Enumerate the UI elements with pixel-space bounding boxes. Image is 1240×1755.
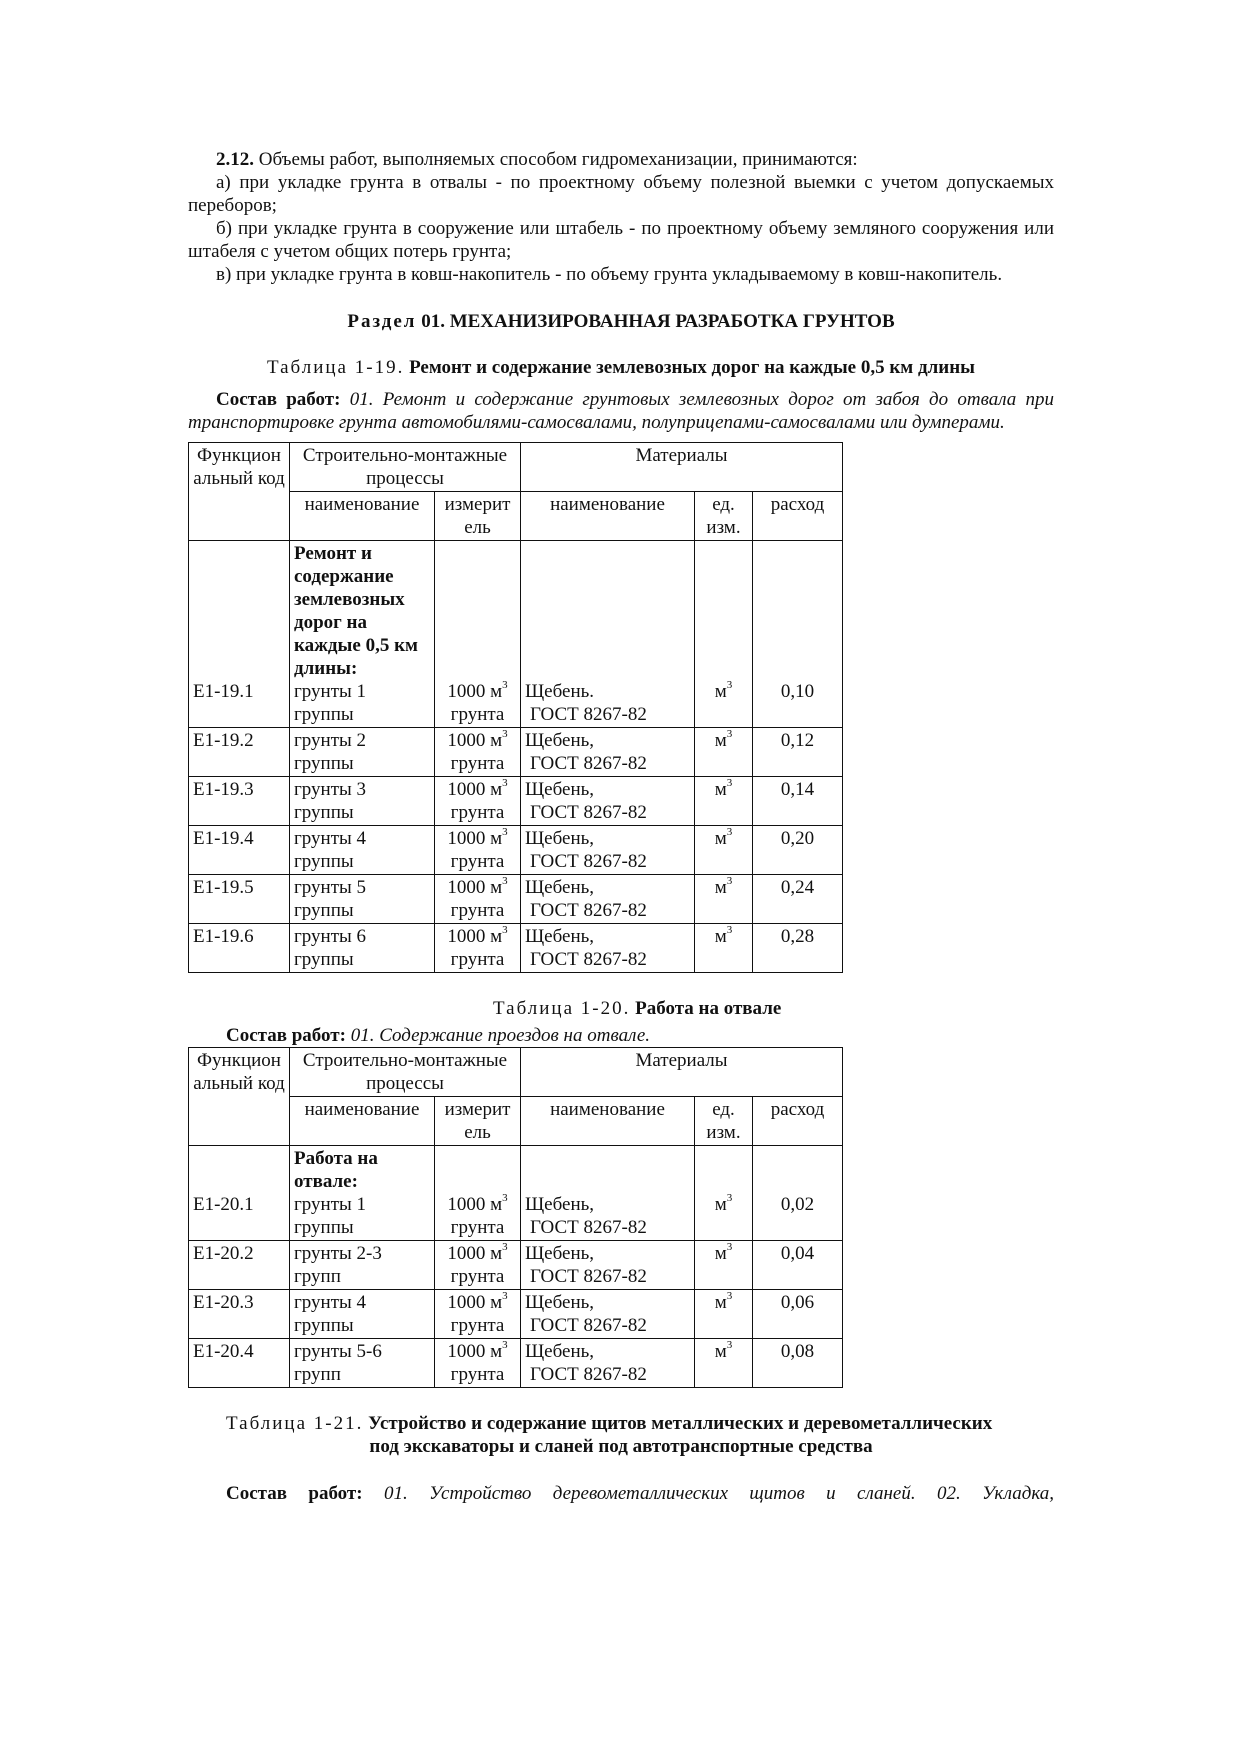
unit-sup: 3 [726, 1240, 733, 1253]
header-func-code: Функцион альный код [189, 1048, 290, 1146]
unit-sup: 3 [726, 1289, 733, 1302]
unit-sup: 3 [726, 874, 733, 887]
meter-sup: 3 [502, 727, 508, 740]
row-name-text: грунты 1 группы [294, 1194, 367, 1238]
table19-composition [188, 388, 1054, 434]
gost-text: ГОСТ 8267-82 [530, 1266, 647, 1287]
unit-text: м [714, 779, 727, 800]
gost-text: ГОСТ 8267-82 [530, 1364, 647, 1385]
table21-label: Таблица 1-21. [226, 1413, 364, 1434]
row-code: Е1-19.3 [189, 777, 290, 826]
unit-sup: 3 [726, 1191, 733, 1204]
unit-sup: 3 [726, 776, 733, 789]
composition-text: 01. Содержание проездов на отвале. [345, 1025, 651, 1046]
material-text: Щебень, [525, 730, 595, 751]
group-title: Работа на отвале: [294, 1148, 378, 1192]
row-material [521, 924, 695, 973]
clause-number: 2.12. [216, 149, 254, 170]
material-text: Щебень, [525, 877, 595, 898]
meter-sup: 3 [502, 1338, 508, 1351]
unit-text: м [714, 926, 727, 947]
unit-sup: 3 [726, 1338, 733, 1351]
row-material [521, 541, 695, 728]
row-name: грунты 2 группы [290, 728, 435, 777]
row-name: грунты 5 группы [290, 875, 435, 924]
meter-sup: 3 [502, 1191, 508, 1204]
meter-sup: 3 [502, 1240, 508, 1253]
group-title: Ремонт и содержание землевозных дорог на каждые 0,5 км длины: [294, 543, 418, 679]
row-code: Е1-19.5 [189, 875, 290, 924]
header-consumption: расход [753, 492, 843, 541]
section-prefix: Раздел [347, 311, 417, 332]
section-title: 01. МЕХАНИЗИРОВАННАЯ РАЗРАБОТКА ГРУНТОВ [416, 311, 895, 332]
material-text: Щебень, [525, 1341, 595, 1362]
row-value: 0,10 [753, 541, 843, 728]
gost-text: ГОСТ 8267-82 [530, 802, 647, 823]
table-row [189, 1146, 843, 1241]
row-code: Е1-20.3 [189, 1290, 290, 1339]
meter-text-2: грунта [450, 900, 505, 921]
row-value: 0,14 [753, 777, 843, 826]
material-text: Щебень, [525, 1243, 595, 1264]
material-text: Щебень, [525, 1292, 595, 1313]
table-row [189, 1339, 843, 1388]
row-name: грунты 6 группы [290, 924, 435, 973]
row-name: грунты 5-6 групп [290, 1339, 435, 1388]
row-material [521, 875, 695, 924]
row-name: грунты 4 группы [290, 1290, 435, 1339]
paragraph-2-12 [188, 148, 1054, 171]
row-name [290, 1146, 435, 1241]
section-heading [188, 310, 1054, 333]
row-material [521, 826, 695, 875]
row-value: 0,04 [753, 1241, 843, 1290]
header-unit: ед. изм. [695, 492, 753, 541]
row-meter [435, 728, 521, 777]
clause-item-a: а) при укладке грунта в отвалы - по проектному объему полезной выемки с учетом допускаемых переборов; [188, 172, 1054, 216]
row-unit [695, 541, 753, 728]
gost-text: ГОСТ 8267-82 [530, 949, 647, 970]
unit-sup: 3 [726, 825, 733, 838]
meter-text: 1000 м [447, 1292, 503, 1313]
row-unit [695, 1146, 753, 1241]
table-row [189, 777, 843, 826]
table20-title: Работа на отвале [630, 998, 782, 1019]
table-row [189, 924, 843, 973]
row-meter [435, 1339, 521, 1388]
table-row [189, 1241, 843, 1290]
row-material [521, 1146, 695, 1241]
table-row [189, 826, 843, 875]
meter-text: 1000 м [447, 730, 503, 751]
material-text: Щебень, [525, 1194, 595, 1215]
row-name: грунты 4 группы [290, 826, 435, 875]
gost-text: ГОСТ 8267-82 [530, 704, 647, 725]
row-material [521, 1339, 695, 1388]
composition-label: Состав работ: [226, 1025, 346, 1046]
row-value: 0,28 [753, 924, 843, 973]
row-meter [435, 1241, 521, 1290]
clause-text: Объемы работ, выполняемых способом гидромеханизации, принимаются: [254, 149, 858, 170]
row-value: 0,20 [753, 826, 843, 875]
row-value: 0,12 [753, 728, 843, 777]
gost-text: ГОСТ 8267-82 [530, 753, 647, 774]
table21-title-2: под экскаваторы и сланей под автотранспортные средства [369, 1436, 873, 1457]
row-value: 0,02 [753, 1146, 843, 1241]
header-processes: Строительно-монтажные процессы [290, 1048, 521, 1097]
header-row [189, 443, 843, 492]
header-unit: ед. изм. [695, 1097, 753, 1146]
meter-sup: 3 [502, 923, 508, 936]
meter-text-2: грунта [450, 753, 505, 774]
row-unit [695, 1339, 753, 1388]
gost-text: ГОСТ 8267-82 [530, 1217, 647, 1238]
table-1-19 [188, 442, 843, 973]
unit-sup: 3 [726, 678, 733, 691]
row-code: Е1-19.1 [189, 541, 290, 728]
meter-text: 1000 м [447, 926, 503, 947]
header-mat-name: наименование [521, 492, 695, 541]
meter-text-2: грунта [450, 949, 505, 970]
meter-text-2: грунта [450, 704, 505, 725]
header-name: наименование [290, 1097, 435, 1146]
meter-text: 1000 м [447, 828, 503, 849]
meter-text: 1000 м [447, 877, 503, 898]
header-name: наименование [290, 492, 435, 541]
row-code: Е1-20.1 [189, 1146, 290, 1241]
meter-sup: 3 [502, 1289, 508, 1302]
meter-text: 1000 м [447, 681, 503, 702]
row-unit [695, 826, 753, 875]
row-code: Е1-19.4 [189, 826, 290, 875]
meter-sup: 3 [502, 678, 508, 691]
meter-text-2: грунта [450, 1217, 505, 1238]
meter-sup: 3 [502, 825, 508, 838]
composition-text: 01. Устройство деревометаллических щитов и сланей. 02. Укладка, [362, 1483, 1054, 1504]
gost-text: ГОСТ 8267-82 [530, 900, 647, 921]
row-meter [435, 1290, 521, 1339]
row-material [521, 1241, 695, 1290]
clause-item-b: б) при укладке грунта в сооружение или штабель - по проектному объему земляного сооружения или штабеля с учетом общих потерь грунта; [188, 218, 1054, 262]
unit-text: м [714, 877, 727, 898]
row-meter [435, 875, 521, 924]
meter-text-2: грунта [450, 1315, 505, 1336]
row-unit [695, 924, 753, 973]
header-meter: измерит ель [435, 492, 521, 541]
header-materials: Материалы [521, 443, 843, 492]
header-consumption: расход [753, 1097, 843, 1146]
meter-text-2: грунта [450, 851, 505, 872]
row-name [290, 541, 435, 728]
meter-text: 1000 м [447, 1194, 503, 1215]
unit-text: м [714, 1194, 727, 1215]
row-code: Е1-19.6 [189, 924, 290, 973]
gost-text: ГОСТ 8267-82 [530, 851, 647, 872]
row-name-text: грунты 1 группы [294, 681, 367, 725]
row-meter [435, 1146, 521, 1241]
row-unit [695, 777, 753, 826]
row-meter [435, 777, 521, 826]
row-value: 0,06 [753, 1290, 843, 1339]
unit-text: м [714, 730, 727, 751]
row-unit [695, 875, 753, 924]
material-text: Щебень, [525, 926, 595, 947]
header-materials: Материалы [521, 1048, 843, 1097]
composition-label: Состав работ: [226, 1483, 363, 1504]
table21-composition [188, 1482, 1054, 1505]
unit-text: м [714, 681, 727, 702]
row-material [521, 728, 695, 777]
header-mat-name: наименование [521, 1097, 695, 1146]
row-meter [435, 541, 521, 728]
meter-text-2: грунта [450, 1364, 505, 1385]
row-unit [695, 1290, 753, 1339]
table20-composition [188, 1024, 1054, 1047]
table20-label: Таблица 1-20. [493, 998, 631, 1019]
document-page [188, 148, 1054, 1505]
row-meter [435, 826, 521, 875]
row-value: 0,24 [753, 875, 843, 924]
gost-text: ГОСТ 8267-82 [530, 1315, 647, 1336]
table19-title: Ремонт и содержание землевозных дорог на каждые 0,5 км длины [404, 357, 975, 378]
row-code: Е1-20.2 [189, 1241, 290, 1290]
meter-text: 1000 м [447, 1341, 503, 1362]
table21-title-1: Устройство и содержание щитов металлических и деревометаллических [363, 1413, 993, 1434]
header-processes: Строительно-монтажные процессы [290, 443, 521, 492]
unit-sup: 3 [726, 727, 733, 740]
unit-text: м [714, 1341, 727, 1362]
row-name: грунты 2-3 групп [290, 1241, 435, 1290]
table19-label: Таблица 1-19. [266, 357, 405, 378]
header-row [189, 1048, 843, 1097]
meter-sup: 3 [502, 776, 508, 789]
row-unit [695, 728, 753, 777]
table-row [189, 728, 843, 777]
row-meter [435, 924, 521, 973]
material-text: Щебень. [525, 681, 595, 702]
unit-text: м [714, 1243, 727, 1264]
material-text: Щебень, [525, 828, 595, 849]
meter-sup: 3 [502, 874, 508, 887]
row-name: грунты 3 группы [290, 777, 435, 826]
unit-sup: 3 [726, 923, 733, 936]
material-text: Щебень, [525, 779, 595, 800]
unit-text: м [714, 1292, 727, 1313]
clause-item-c: в) при укладке грунта в ковш-накопитель - по объему грунта укладываемому в ковш-накопитель. [216, 264, 1003, 285]
row-code: Е1-19.2 [189, 728, 290, 777]
composition-text: 01. Ремонт и содержание грунтовых землевозных дорог от забоя до отвала при транспортировке грунта автомобилями-самосвалами, полуприцепами-самосвалами или думперами. [188, 389, 1054, 433]
table-row [189, 875, 843, 924]
table-1-20 [188, 1047, 843, 1388]
table-row [189, 541, 843, 728]
meter-text: 1000 м [447, 779, 503, 800]
table19-caption [188, 356, 1054, 379]
row-code: Е1-20.4 [189, 1339, 290, 1388]
unit-text: м [714, 828, 727, 849]
header-meter: измерит ель [435, 1097, 521, 1146]
meter-text: 1000 м [447, 1243, 503, 1264]
table21-caption-line1 [188, 1412, 1054, 1435]
row-material [521, 1290, 695, 1339]
table20-caption [188, 997, 1054, 1020]
table-row [189, 1290, 843, 1339]
row-unit [695, 1241, 753, 1290]
meter-text-2: грунта [450, 802, 505, 823]
composition-label: Состав работ: [216, 389, 341, 410]
row-value: 0,08 [753, 1339, 843, 1388]
meter-text-2: грунта [450, 1266, 505, 1287]
row-material [521, 777, 695, 826]
header-func-code: Функцион альный код [189, 443, 290, 541]
